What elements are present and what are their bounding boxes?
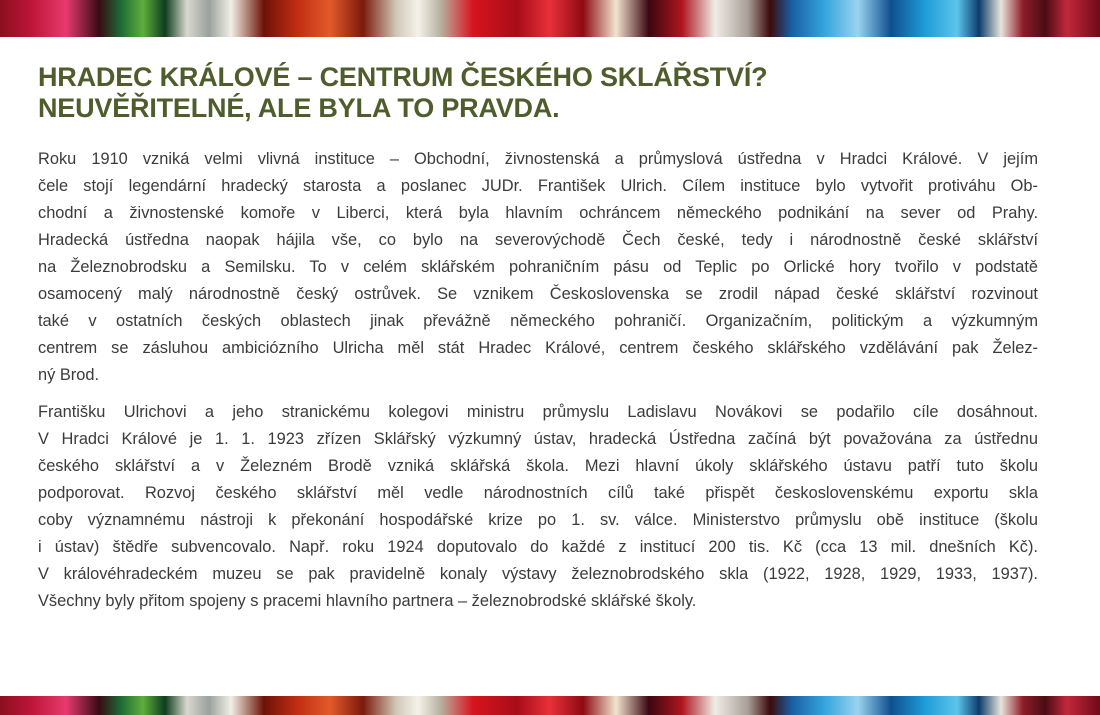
text-line: centrem se zásluhou ambiciózního Ulricha měl stát Hradec Králové, centrem českého sklářského vzdělávání pak Želez- [38, 339, 1038, 357]
paragraph-2 [38, 399, 1038, 615]
text-line: na Železnobrodsku a Semilsku. To v celém sklářském pohraničním pásu od Teplic po Orlické hory tvořilo v podstatě [38, 258, 1038, 276]
decorative-glass-band-top [0, 0, 1100, 37]
text-line: Roku 1910 vzniká velmi vlivná instituce – Obchodní, živnostenská a průmyslová ústředna v Hradci Králové. V jejím [38, 150, 1038, 168]
text-line: i ústav) štědře subvencovalo. Např. roku 1924 doputovalo do každé z institucí 200 tis. Kč (cca 13 mil. dnešních Kč). [38, 538, 1038, 556]
text-line: Všechny byly přitom spojeny s pracemi hlavního partnera – železnobrodské sklářské školy. [38, 592, 697, 610]
title-line-1: HRADEC KRÁLOVÉ – CENTRUM ČESKÉHO SKLÁŘSTVÍ? [38, 62, 768, 92]
decorative-glass-band-bottom [0, 696, 1100, 715]
text-line: Františku Ulrichovi a jeho stranickému kolegovi ministru průmyslu Ladislavu Novákovi se podařilo cíle dosáhnout. [38, 403, 1038, 421]
paragraph-1 [38, 146, 1038, 389]
text-line: Hradecká ústředna naopak hájila vše, co bylo na severovýchodě Čech české, tedy i národnostně české sklářství [38, 231, 1038, 249]
text-line: českého sklářství a v Železném Brodě vzniká sklářská škola. Mezi hlavní úkoly sklářského ústavu patří tuto školu [38, 457, 1038, 475]
text-line: čele stojí legendární hradecký starosta a poslanec JUDr. František Ulrich. Cílem instituce bylo vytvořit protiváhu Ob- [38, 177, 1038, 195]
title-line-2: NEUVĚŘITELNÉ, ALE BYLA TO PRAVDA. [38, 93, 560, 123]
page-title [38, 62, 1058, 124]
text-line: chodní a živnostenské komoře v Liberci, která byla hlavním ochráncem německého podnikání na sever od Prahy. [38, 204, 1038, 222]
text-line: také v ostatních českých oblastech jinak převážně německého pohraničí. Organizačním, politickým a výzkumným [38, 312, 1038, 330]
text-line: ný Brod. [38, 366, 100, 384]
text-line: V královéhradeckém muzeu se pak pravidelně konaly výstavy železnobrodského skla (1922, 1928, 1929, 1933, 1937). [38, 565, 1038, 583]
text-line: osamocený malý národnostně český ostrůvek. Se vznikem Československa se zrodil nápad české sklářství rozvinout [38, 285, 1038, 303]
text-line: V Hradci Králové je 1. 1. 1923 zřízen Sklářský výzkumný ústav, hradecká Ústředna začíná být považována za ústřednu [38, 430, 1038, 448]
text-line: coby významnému nástroji k překonání hospodářské krize po 1. sv. válce. Ministerstvo průmyslu obě instituce (školu [38, 511, 1038, 529]
article-body [38, 146, 1038, 625]
text-line: podporovat. Rozvoj českého sklářství měl vedle národnostních cílů také přispět československému exportu skla [38, 484, 1038, 502]
